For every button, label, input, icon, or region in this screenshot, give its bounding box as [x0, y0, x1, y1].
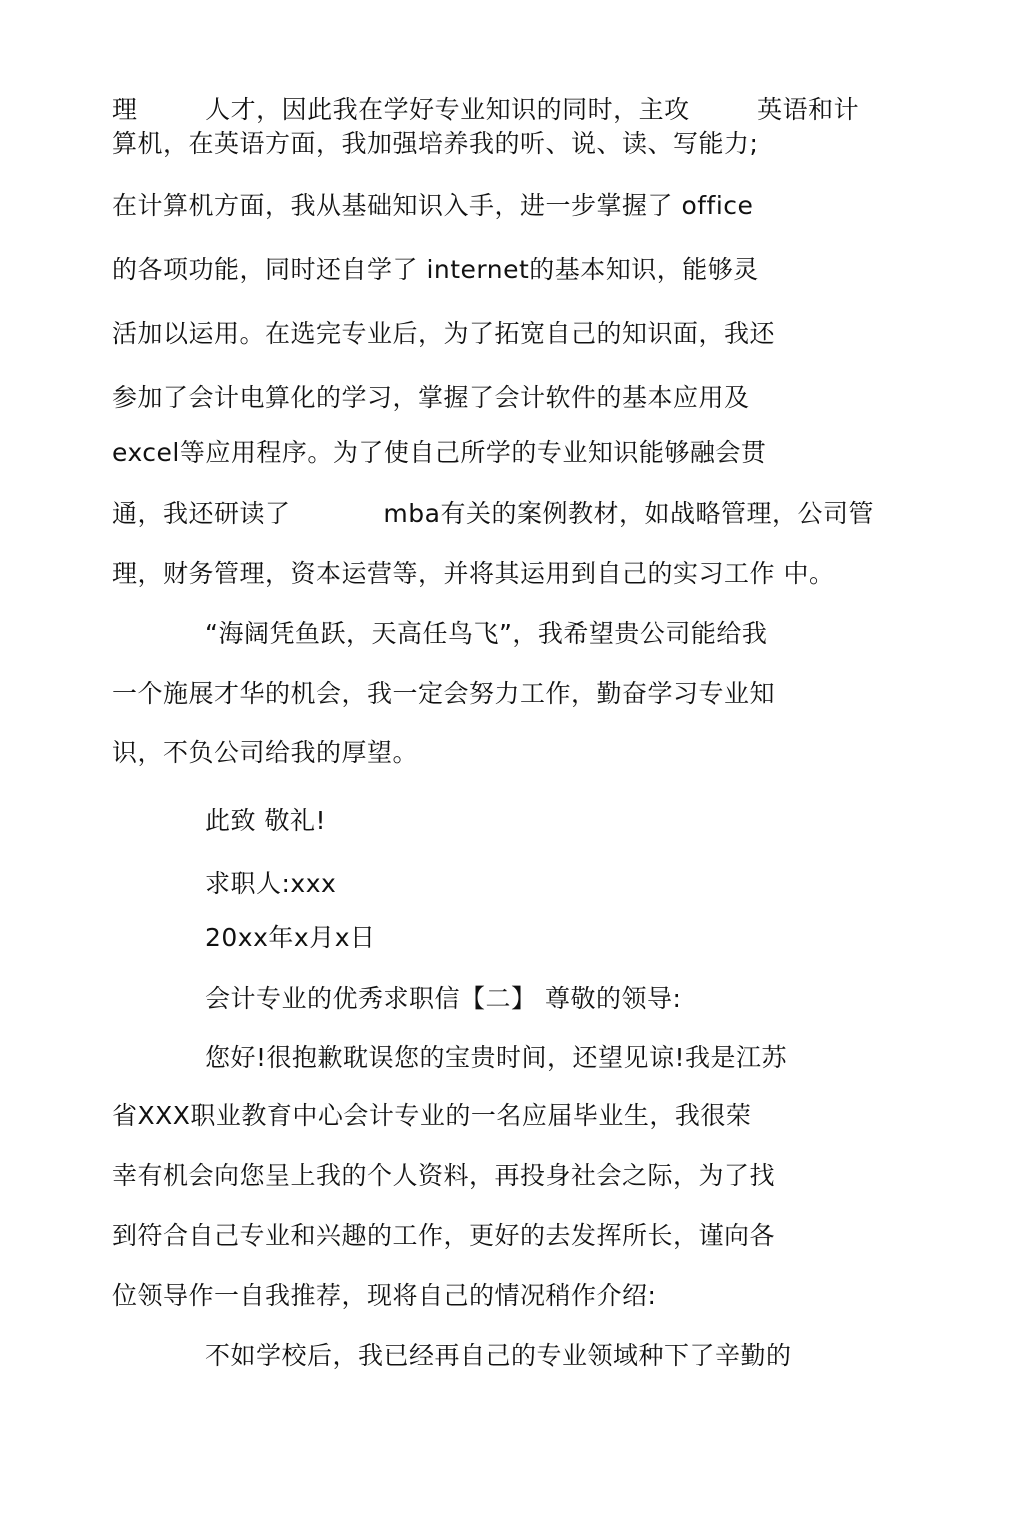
body-line-18: 省XXX职业教育中心会计专业的一名应届毕业生，我很荣 — [112, 1101, 752, 1130]
closing-salutation: 此致 敬礼! — [205, 806, 326, 835]
body-line-3: 在计算机方面，我从基础知识入手，进一步掌握了 office — [112, 191, 754, 220]
body-line-1: 理 人才，因此我在学好专业知识的同时，主攻 英语和计 — [112, 95, 860, 124]
quote-line: “海阔凭鱼跃，天高任鸟飞”，我希望贵公司能给我 — [205, 619, 768, 648]
greeting-line: 您好!很抱歉耽误您的宝贵时间，还望见谅!我是江苏 — [205, 1043, 788, 1072]
body-line-2: 算机，在英语方面，我加强培养我的听、说、读、写能力; — [112, 129, 759, 158]
body-line-4: 的各项功能，同时还自学了 internet的基本知识，能够灵 — [112, 255, 759, 284]
body-line-11: 一个施展才华的机会，我一定会努力工作，勤奋学习专业知 — [112, 679, 776, 708]
letter-date: 20xx年x月x日 — [205, 923, 376, 952]
applicant-name: 求职人:xxx — [205, 869, 337, 898]
body-line-20: 到符合自己专业和兴趣的工作，更好的去发挥所长，谨向各 — [112, 1221, 776, 1250]
body-line-12: 识，不负公司给我的厚望。 — [112, 738, 419, 767]
body-line-9: 理，财务管理，资本运营等，并将其运用到自己的实习工作 中。 — [112, 559, 835, 588]
body-line-21: 位领导作一自我推荐，现将自己的情况稍作介绍: — [112, 1281, 657, 1310]
body-line-6: 参加了会计电算化的学习，掌握了会计软件的基本应用及 — [112, 383, 750, 412]
body-line-19: 幸有机会向您呈上我的个人资料，再投身社会之际，为了找 — [112, 1161, 776, 1190]
body-line-22: 不如学校后，我已经再自己的专业领域种下了辛勤的 — [205, 1341, 792, 1370]
body-line-5: 活加以运用。在选完专业后，为了拓宽自己的知识面，我还 — [112, 319, 776, 348]
body-line-8: 通，我还研读了 mba有关的案例教材，如战略管理，公司管 — [112, 499, 874, 528]
section-heading: 会计专业的优秀求职信【二】 尊敬的领导: — [205, 984, 682, 1013]
body-line-7: excel等应用程序。为了使自己所学的专业知识能够融会贯 — [112, 438, 767, 467]
